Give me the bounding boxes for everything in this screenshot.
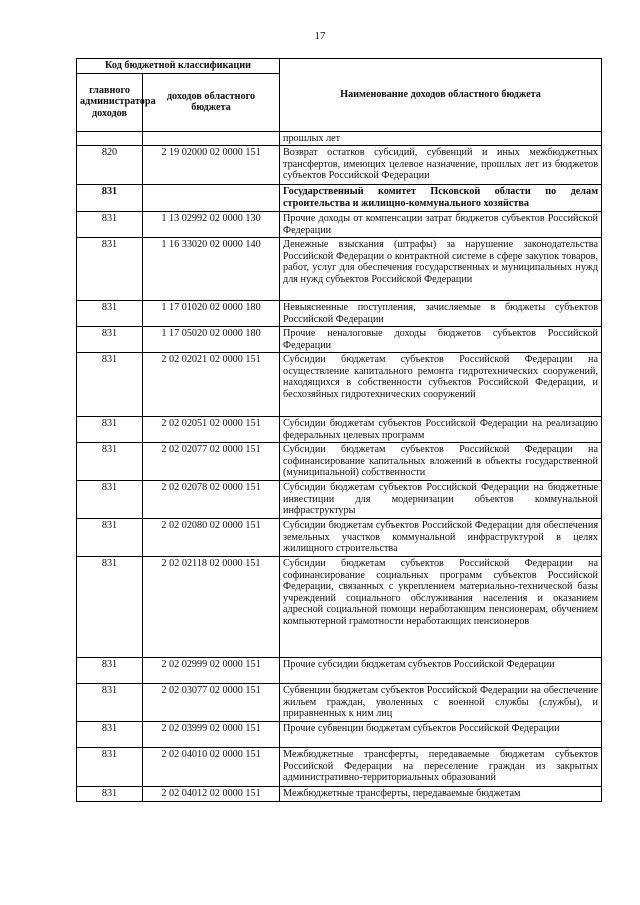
- admin-code-cell: 831: [77, 787, 143, 802]
- revenue-code-cell: 2 02 03999 02 0000 151: [143, 722, 280, 748]
- table-row: [77, 722, 602, 748]
- revenue-code-cell: 2 02 02080 02 0000 151: [143, 519, 280, 557]
- revenue-code-cell: 2 02 02051 02 0000 151: [143, 417, 280, 443]
- revenue-code-cell: 1 17 05020 02 0000 180: [143, 327, 280, 353]
- admin-code-cell: 831: [77, 748, 143, 787]
- admin-code-cell: 831: [77, 212, 143, 238]
- budget-classification-table: [76, 58, 602, 802]
- revenue-name-cell: прошлых лет: [280, 131, 602, 146]
- admin-code-cell: 831: [77, 327, 143, 353]
- table-row: [77, 131, 602, 146]
- admin-code-cell: [77, 131, 143, 146]
- revenue-code-cell: 2 02 02021 02 0000 151: [143, 353, 280, 417]
- revenue-code-cell: 2 02 04010 02 0000 151: [143, 748, 280, 787]
- revenue-code-cell: 2 02 04012 02 0000 151: [143, 787, 280, 802]
- admin-code-cell: 831: [77, 519, 143, 557]
- admin-code-cell: 831: [77, 417, 143, 443]
- admin-code-cell: 831: [77, 443, 143, 481]
- table-row: [77, 327, 602, 353]
- table-row: [77, 557, 602, 658]
- admin-code-cell: 831: [77, 353, 143, 417]
- revenue-name-cell: Прочие неналоговые доходы бюджетов субъектов Российской Федерации: [280, 327, 602, 353]
- revenue-name-cell: Субвенции бюджетам субъектов Российской Федерации на обеспечение жильем граждан, уволенных с военной службы (службы), и приравненных к ним лиц: [280, 684, 602, 722]
- revenue-name-cell: Субсидии бюджетам субъектов Российской Федерации на софинансирование капитальных вложений в объекты государственной (муниципальной) собственности: [280, 443, 602, 481]
- revenue-code-cell: 2 02 02078 02 0000 151: [143, 481, 280, 519]
- revenue-name-cell: Возврат остатков субсидий, субвенций и иных межбюджетных трансфертов, имеющих целевое назначение, прошлых лет из бюджетов субъектов Российской Федерации: [280, 146, 602, 185]
- revenue-name-cell: Прочие субсидии бюджетам субъектов Российской Федерации: [280, 658, 602, 684]
- revenue-code-cell: 2 02 02118 02 0000 151: [143, 557, 280, 658]
- table-row: [77, 443, 602, 481]
- revenue-name-cell: Субсидии бюджетам субъектов Российской Федерации на бюджетные инвестиции для модернизации объектов коммунальной инфраструктуры: [280, 481, 602, 519]
- admin-code-cell: 820: [77, 146, 143, 185]
- revenue-code-cell: [143, 131, 280, 146]
- table-row: [77, 301, 602, 327]
- table-body: [77, 131, 602, 801]
- admin-code-cell: 831: [77, 238, 143, 301]
- revenue-code-cell: 2 02 02077 02 0000 151: [143, 443, 280, 481]
- admin-code-cell: 831: [77, 722, 143, 748]
- revenue-name-cell: Прочие доходы от компенсации затрат бюджетов субъектов Российской Федерации: [280, 212, 602, 238]
- table-row: [77, 787, 602, 802]
- table-row: [77, 519, 602, 557]
- page-number: 17: [314, 30, 326, 42]
- header-budget-classification-code: Код бюджетной классификации: [77, 59, 280, 74]
- table-row: [77, 353, 602, 417]
- revenue-code-cell: 2 19 02000 02 0000 151: [143, 146, 280, 185]
- revenue-name-cell: Невыясненные поступления, зачисляемые в бюджеты субъектов Российской Федерации: [280, 301, 602, 327]
- revenue-name-cell: Субсидии бюджетам субъектов Российской Федерации для обеспечения земельных участков коммунальной инфраструктурой в целях жилищного строительства: [280, 519, 602, 557]
- table-row: [77, 185, 602, 212]
- admin-code-cell: 831: [77, 185, 143, 212]
- revenue-code-cell: 2 02 02999 02 0000 151: [143, 658, 280, 684]
- revenue-name-cell: Межбюджетные трансферты, передаваемые бюджетам: [280, 787, 602, 802]
- header-main-administrator: главного администратора доходов: [77, 73, 143, 131]
- table-row: [77, 212, 602, 238]
- revenue-code-cell: 1 16 33020 02 0000 140: [143, 238, 280, 301]
- revenue-name-cell: Субсидии бюджетам субъектов Российской Федерации на софинансирование социальных программ субъектов Российской Федерации, связанных с укреплением материально-технической базы учреждений социального обслуживания населения и оказанием адресной социальной помощи неработающим пенсионерам, обучением компьютерной грамотности неработающих пенсионеров: [280, 557, 602, 658]
- table-row: [77, 146, 602, 185]
- revenue-name-cell: Государственный комитет Псковской области по делам строительства и жилищно-коммунального хозяйства: [280, 185, 602, 212]
- revenue-name-cell: Субсидии бюджетам субъектов Российской Федерации на осуществление капитального ремонта гидротехнических сооружений, находящихся в собственности субъектов Российской Федерации, и бесхозяйных гидротехнических сооружений: [280, 353, 602, 417]
- revenue-code-cell: [143, 185, 280, 212]
- table-row: [77, 417, 602, 443]
- table-row: [77, 658, 602, 684]
- admin-code-cell: 831: [77, 658, 143, 684]
- admin-code-cell: 831: [77, 301, 143, 327]
- admin-code-cell: 831: [77, 481, 143, 519]
- table-row: [77, 748, 602, 787]
- table-row: [77, 238, 602, 301]
- header-revenue-name: Наименование доходов областного бюджета: [280, 59, 602, 132]
- admin-code-cell: 831: [77, 557, 143, 658]
- revenue-code-cell: 1 17 01020 02 0000 180: [143, 301, 280, 327]
- header-regional-budget-revenue: доходов областного бюджета: [143, 73, 280, 131]
- revenue-name-cell: Прочие субвенции бюджетам субъектов Российской Федерации: [280, 722, 602, 748]
- revenue-name-cell: Субсидии бюджетам субъектов Российской Федерации на реализацию федеральных целевых программ: [280, 417, 602, 443]
- table-row: [77, 481, 602, 519]
- revenue-name-cell: Межбюджетные трансферты, передаваемые бюджетам субъектов Российской Федерации на переселение граждан из закрытых административно-территориальных образований: [280, 748, 602, 787]
- revenue-name-cell: Денежные взыскания (штрафы) за нарушение законодательства Российской Федерации о контрактной системе в сфере закупок товаров, работ, услуг для обеспечения государственных и муниципальных нужд для нужд субъектов Российской Федерации: [280, 238, 602, 301]
- revenue-code-cell: 1 13 02992 02 0000 130: [143, 212, 280, 238]
- admin-code-cell: 831: [77, 684, 143, 722]
- revenue-code-cell: 2 02 03077 02 0000 151: [143, 684, 280, 722]
- table-row: [77, 684, 602, 722]
